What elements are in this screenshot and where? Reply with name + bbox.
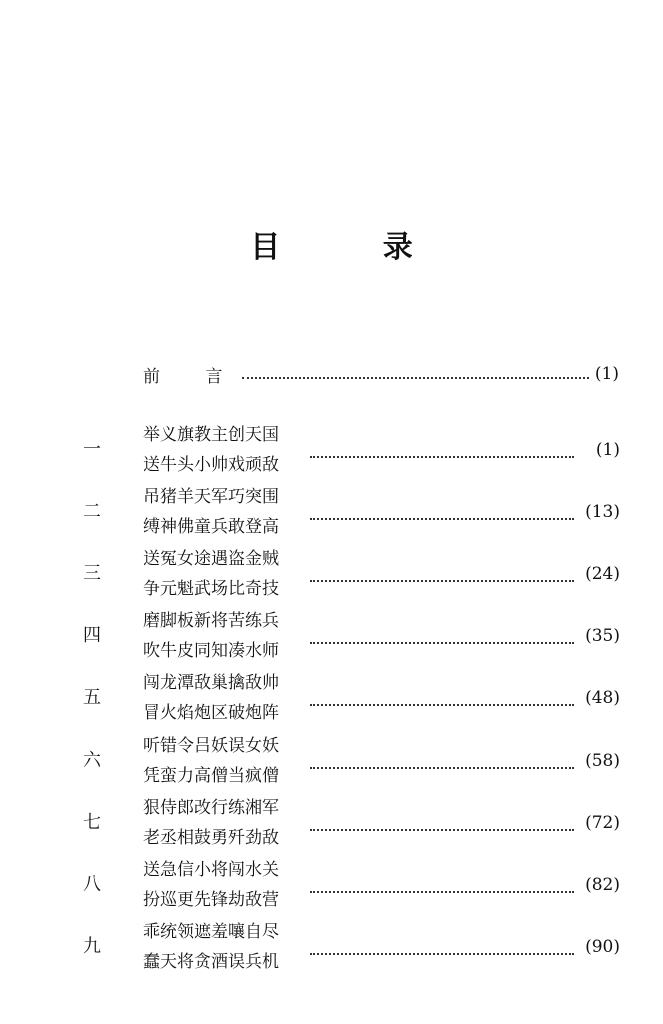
chapter-title: [143, 855, 303, 915]
chapter-number: 八: [83, 874, 101, 895]
dot-leader: [310, 829, 574, 831]
dot-leader: [310, 518, 574, 520]
chapter-number: 六: [83, 750, 101, 771]
page-number: (72): [585, 813, 620, 833]
toc-entry-chapter-1: [0, 420, 663, 480]
toc-entry-chapter-7: [0, 793, 663, 853]
toc-entry-chapter-4: [0, 606, 663, 666]
dot-leader: [310, 891, 574, 893]
chapter-title-line-2: 冒火焰炮区破炮阵: [143, 703, 279, 723]
preface-label: 前 言: [143, 366, 243, 387]
chapter-title-line-2: 吹牛皮同知凑水师: [143, 641, 279, 661]
chapter-title: [143, 917, 303, 977]
dot-leader: [310, 704, 574, 706]
page-number: (90): [585, 937, 620, 957]
page-title: 目 录: [250, 230, 459, 265]
page-number: (1): [595, 440, 620, 460]
toc-entry-chapter-6: [0, 731, 663, 791]
chapter-title: [143, 731, 303, 791]
dot-leader: [310, 456, 574, 458]
chapter-number: 五: [83, 687, 101, 708]
chapter-title-line-2: 送牛头小帅戏顽敌: [143, 455, 279, 475]
chapter-number: 九: [83, 936, 101, 957]
toc-entry-chapter-8: [0, 855, 663, 915]
chapter-title-line-1: 送急信小将闯水关: [143, 860, 279, 880]
toc-entry-preface: [143, 362, 619, 386]
chapter-title-line-1: 乖统领遮羞嚷自尽: [143, 922, 279, 942]
toc-entry-chapter-5: [0, 668, 663, 728]
chapter-title: [143, 793, 303, 853]
chapter-title-line-1: 吊猪羊天军巧突围: [143, 487, 279, 507]
chapter-title-line-1: 听错令吕妖误女妖: [143, 736, 279, 756]
chapter-title: [143, 668, 303, 728]
chapter-title-line-2: 缚神佛童兵敢登高: [143, 517, 279, 537]
page-number: (82): [585, 875, 620, 895]
chapter-title-line-2: 凭蛮力高僧当疯僧: [143, 766, 279, 786]
chapter-title-line-1: 举义旗教主创天国: [143, 425, 279, 445]
toc-entry-chapter-9: [0, 917, 663, 977]
chapter-title: [143, 420, 303, 480]
dot-leader: [310, 642, 574, 644]
page-number: (24): [585, 564, 620, 584]
chapter-number: 一: [83, 439, 101, 460]
toc-entry-chapter-3: [0, 544, 663, 604]
page-number: (1): [594, 364, 619, 384]
chapter-title-line-2: 蠢天将贪酒误兵机: [143, 952, 279, 972]
dot-leader: [310, 580, 574, 582]
dot-leader: [242, 377, 589, 379]
page-number: (48): [585, 688, 620, 708]
chapter-title-line-1: 磨脚板新将苦练兵: [143, 611, 279, 631]
chapter-title-line-2: 扮巡更先锋劫敌营: [143, 890, 279, 910]
chapter-number: 四: [83, 625, 101, 646]
page-number: (58): [585, 751, 620, 771]
chapter-title: [143, 544, 303, 604]
chapter-title: [143, 606, 303, 666]
dot-leader: [310, 767, 574, 769]
chapter-title-line-1: 送冤女途遇盗金贼: [143, 549, 279, 569]
toc-entry-chapter-2: [0, 482, 663, 542]
page-number: (35): [585, 626, 620, 646]
page-number: (13): [585, 502, 620, 522]
chapter-title-line-1: 狠侍郎改行练湘军: [143, 798, 279, 818]
chapter-title-line-2: 争元魁武场比奇技: [143, 579, 279, 599]
dot-leader: [310, 953, 574, 955]
chapter-title: [143, 482, 303, 542]
chapter-title-line-2: 老丞相鼓勇歼劲敌: [143, 828, 279, 848]
chapter-number: 二: [83, 501, 101, 522]
chapter-title-line-1: 闯龙潭敌巢擒敌帅: [143, 673, 279, 693]
chapter-number: 七: [83, 812, 101, 833]
chapter-number: 三: [83, 563, 101, 584]
